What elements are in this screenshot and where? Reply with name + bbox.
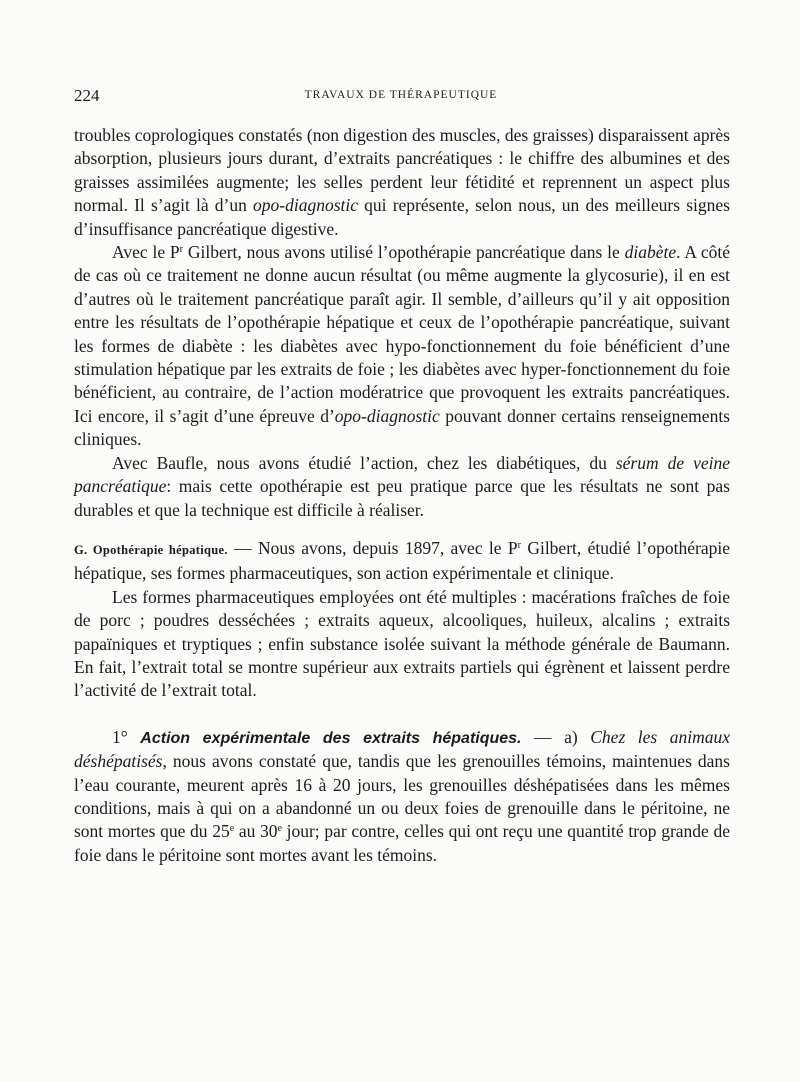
- page-number: 224: [74, 86, 100, 105]
- paragraph-text: —: [521, 726, 565, 747]
- superscript: r: [179, 244, 184, 256]
- subsection-heading: Action expérimentale des extraits hépatiques.: [140, 729, 522, 747]
- italic-term: sérum de veine pancréatique: [74, 452, 730, 497]
- page-header: [74, 86, 728, 108]
- paragraph-text: Gilbert, nous avons utilisé l’opothérapie pancréatique dans le: [183, 242, 625, 263]
- paragraph-serum: [74, 452, 730, 522]
- paragraph-text: troubles coprologiques constatés (non digestion des muscles, des graisses) disparaissent après absorption, plusieurs jours durant, d’extraits pancréatiques : le chiffre des albumines et des graisses assimilées augmente; les selles perdent leur fétidité et reprennent un aspect plus normal. Il s’agit là d’un: [74, 125, 730, 216]
- superscript: r: [517, 539, 521, 551]
- paragraph-coprologie: [74, 124, 730, 241]
- paragraph-text: : mais cette opothérapie est peu pratique parce que les résultats ne sont pas durables et que la technique est difficile à réaliser.: [74, 476, 730, 520]
- italic-term: opo-diagnostic: [334, 405, 440, 426]
- paragraph-text: Les formes pharmaceutiques employées ont été multiples : macérations fraîches de foie de porc ; poudres desséchées ; extraits aqueux, alcooliques, huileux, alcalins ; extraits papaïniques et tryptiques ; enfin substance isolée suivant la méthode générale de Baumann. En fait, l’extrait total se montre supérieur aux extraits partiels qui égrènent et laissent perdre l’activité de l’extrait total.: [74, 586, 730, 701]
- paragraph-action-experimentale: [74, 726, 730, 867]
- superscript: e: [277, 823, 282, 835]
- paragraph-diabete: [74, 241, 730, 452]
- paragraph-text: qui représente, selon nous, un des meilleurs signes d’insuffisance pancréatique digestive.: [74, 195, 730, 239]
- page-body: [74, 124, 730, 867]
- paragraph-text: jour; par contre, celles qui ont reçu une quantité trop grande de foie dans le péritoine sont mortes avant les témoins.: [74, 821, 730, 865]
- paragraph-text: , nous avons constaté que, tandis que les grenouilles témoins, maintenues dans l’eau courante, meurent après 16 à 20 jours, les grenouilles déshépatisées dans les mêmes conditions, mais à qui on a abandonné un ou deux foies de grenouille dans le péritoine, ne sont mortes que du 25: [74, 751, 730, 842]
- paragraph-text: au 30: [234, 821, 278, 842]
- section-opotherapie-hepatique: [74, 537, 730, 586]
- paragraph-text: pouvant donner certains renseignements cliniques.: [74, 405, 730, 450]
- superscript: e: [229, 823, 235, 835]
- paragraph-text: — Nous avons, depuis 1897, avec le P: [227, 537, 518, 558]
- italic-term: opo-diagnostic: [253, 195, 359, 216]
- italic-term: diabète: [624, 242, 677, 263]
- paragraph-text: . A côté de cas où ce traitement ne donne aucun résultat (ou même augmente la glycosurie), il en est d’autres où le traitement pancréatique paraît agir. Il semble, d’ailleurs qu’il y ait opposition entre les résultats de l’opothérapie hépatique et ceux de l’opothérapie pancréatique, suivant les formes de diabète : les diabètes avec hypo-fonctionnement du foie bénéficient d’une stimulation hépatique par les extraits de foie ; les diabètes avec hyper-fonctionnement du foie bénéficient, au contraire, de l’action modératrice que provoquent les extraits pancréatiques. Ici encore, il s’agit d’une épreuve d’: [74, 242, 731, 426]
- paragraph-text: Avec le P: [112, 242, 180, 263]
- paragraph-text: Gilbert, étudié l’opothérapie hépatique, ses formes pharmaceutiques, son action expérimentale et clinique.: [74, 537, 730, 584]
- running-title: TRAVAUX DE THÉRAPEUTIQUE: [304, 89, 498, 101]
- section-heading: G. Opothérapie hépatique.: [74, 542, 228, 557]
- subsection-marker: a): [564, 726, 578, 747]
- section-number: 1°: [112, 726, 128, 747]
- italic-term: Chez les animaux déshépatisés: [74, 726, 731, 772]
- paragraph-formes-pharmaceutiques: [74, 586, 730, 703]
- paragraph-text: Avec Baufle, nous avons étudié l’action, chez les diabétiques, du: [112, 452, 616, 473]
